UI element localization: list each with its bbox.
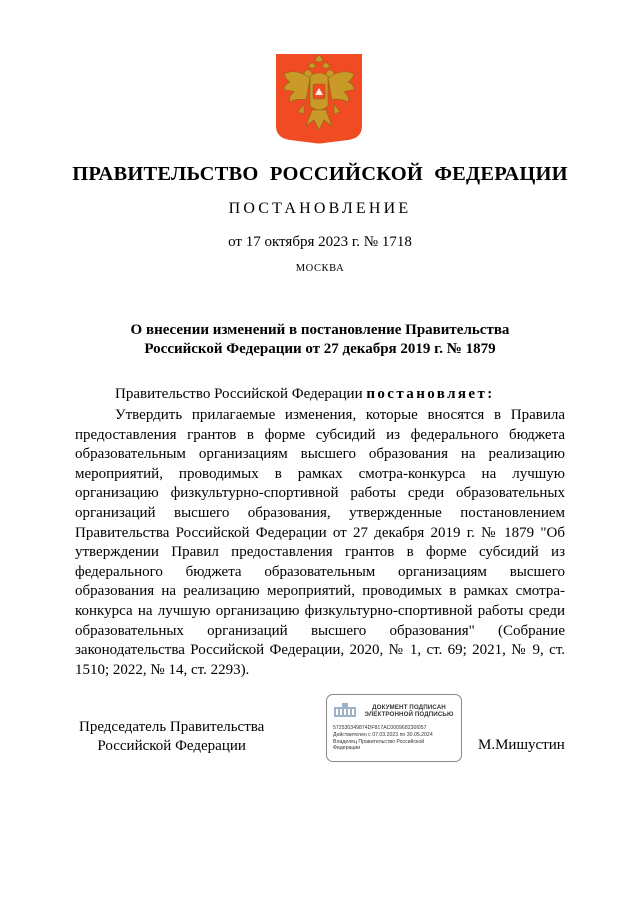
stamp-validity: Действителен с 07.03.2023 по 30.05.2024	[333, 732, 433, 738]
stamp-title-line-1: ДОКУМЕНТ ПОДПИСАН	[372, 704, 446, 711]
document-city: МОСКВА	[295, 263, 345, 274]
intro-prefix: Правительство Российской Федерации	[115, 386, 363, 402]
stamp-owner-line-2: Федерации	[333, 745, 361, 751]
document-subject	[0, 321, 640, 359]
government-title: ПРАВИТЕЛЬСТВО РОССИЙСКОЙ ФЕДЕРАЦИИ	[72, 163, 568, 185]
resolution-paragraph: Утвердить прилагаемые изменения, которые вносятся в Правила предоставления грантов в форме субсидий из федерального бюджета образовательным организациям высшего образования на реализацию мероприятий, проводимых в рамках смотра-конкурса на лучшую организацию физкультурно-спортивной работы среди образовательных организаций высшего образования, утвержденные постановлением Правительства Российской Федерации от 27 декабря 2019 г. № 1879 "Об утверждении Правил предоставления грантов в форме субсидий из федерального бюджета образовательным организациям высшего образования на реализацию мероприятий, проводимых в рамках смотра-конкурса на лучшую организацию физкультурно-спортивной работы среди образовательных организаций высшего образования" (Собрание законодательства Российской Федерации, 2020, № 1, ст. 69; 2021, № 9, ст. 1510; 2022, № 14, ст. 2293).	[75, 407, 565, 678]
signatory-position-line-1: Председатель Правительства	[79, 719, 265, 735]
stamp-owner-line-1: Владелец Правительство Российской	[333, 739, 425, 745]
resolution-intro	[115, 386, 495, 403]
stamp-title-line-2: ЭЛЕКТРОННОЙ ПОДПИСЬЮ	[364, 711, 454, 719]
signatory-position	[79, 718, 264, 756]
subject-line-2: Российской Федерации от 27 декабря 2019 г. № 1879	[144, 341, 496, 357]
stamp-serial: 572530349874DF817AC000968230I057	[333, 725, 427, 731]
subject-line-1: О внесении изменений в постановление Правительства	[130, 322, 510, 338]
stamp-title	[359, 704, 459, 719]
document-date-number: от 17 октября 2023 г. № 1718	[228, 234, 412, 250]
coat-of-arms-emblem	[276, 54, 362, 144]
electronic-signature-stamp	[326, 694, 462, 762]
signatory-position-line-2: Российской Федерации	[97, 738, 246, 754]
document-type: ПОСТАНОВЛЕНИЕ	[228, 200, 412, 217]
building-icon	[333, 702, 357, 718]
signatory-name: М.Мишустин	[478, 737, 565, 753]
intro-resolves: постановляет:	[366, 386, 495, 402]
